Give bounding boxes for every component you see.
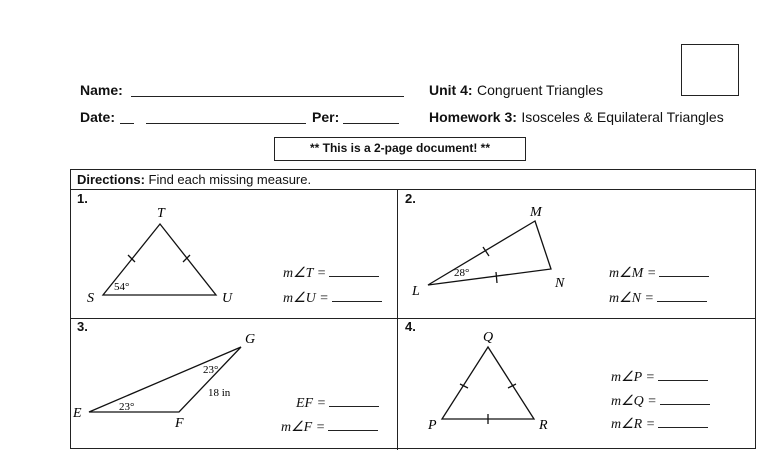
answer-label: m∠F = (281, 420, 326, 435)
answer-row (283, 289, 382, 307)
answer-row (611, 368, 708, 386)
vertex-label: R (539, 418, 548, 433)
answer-row (283, 264, 379, 282)
tick-mark (496, 272, 497, 283)
vertex-label: F (175, 416, 184, 431)
angle-label: 28° (454, 267, 470, 279)
unit-title: Congruent Triangles (477, 82, 604, 98)
answer-row (609, 289, 707, 307)
answer-row (296, 394, 379, 412)
triangle-qpr (427, 330, 548, 433)
answer-label: m∠Q = (611, 394, 657, 409)
directions-label: Directions: (77, 172, 145, 187)
angle-label: 54° (114, 281, 130, 293)
date-label: Date: (80, 109, 116, 125)
answer-blank[interactable] (329, 264, 379, 277)
side-length-label: 18 in (208, 387, 231, 399)
homework-title: Isosceles & Equilateral Triangles (521, 109, 724, 125)
answer-label: EF = (296, 396, 327, 411)
triangle-mln (411, 205, 565, 299)
two-page-notice: ** This is a 2-page document! ** (274, 137, 526, 161)
problem-number: 4. (405, 319, 416, 334)
angle-label: 23° (119, 401, 135, 413)
answer-blank[interactable] (658, 368, 708, 381)
vertex-label: P (428, 418, 437, 433)
problem-number: 2. (405, 191, 416, 206)
problem-number: 1. (77, 191, 88, 206)
vertex-label: T (157, 206, 165, 221)
answer-label: m∠T = (283, 266, 327, 281)
answer-blank[interactable] (332, 289, 382, 302)
answer-row (609, 264, 709, 282)
vertex-label: E (73, 406, 82, 421)
vertex-label: Q (483, 330, 494, 345)
answer-label: m∠R = (611, 417, 656, 432)
problem-number: 3. (77, 319, 88, 334)
answer-label: m∠M = (609, 266, 657, 281)
unit-label: Unit 4: (429, 82, 473, 98)
homework-label: Homework 3: (429, 109, 517, 125)
answer-row (611, 415, 708, 433)
answer-blank[interactable] (658, 415, 708, 428)
vertex-label: L (412, 284, 420, 299)
angle-label: 23° (203, 364, 219, 376)
answer-blank[interactable] (328, 418, 378, 431)
vertex-label: U (222, 291, 233, 306)
name-label: Name: (80, 82, 123, 98)
per-label: Per: (312, 109, 340, 125)
answer-row (281, 418, 378, 436)
directions-text: Find each missing measure. (148, 172, 312, 187)
vertex-label: N (555, 276, 565, 291)
answer-blank[interactable] (657, 289, 707, 302)
vertex-label: S (87, 291, 94, 306)
answer-blank[interactable] (659, 264, 709, 277)
vertex-label: G (245, 332, 256, 347)
answer-label: m∠P = (611, 370, 655, 385)
answer-blank[interactable] (660, 392, 710, 405)
answer-label: m∠N = (609, 291, 654, 306)
triangle-tsu (87, 206, 233, 306)
vertex-label: M (530, 205, 542, 220)
answer-row (611, 392, 710, 410)
triangle-gef (72, 332, 255, 431)
answer-label: m∠U = (283, 291, 329, 306)
answer-blank[interactable] (329, 394, 379, 407)
